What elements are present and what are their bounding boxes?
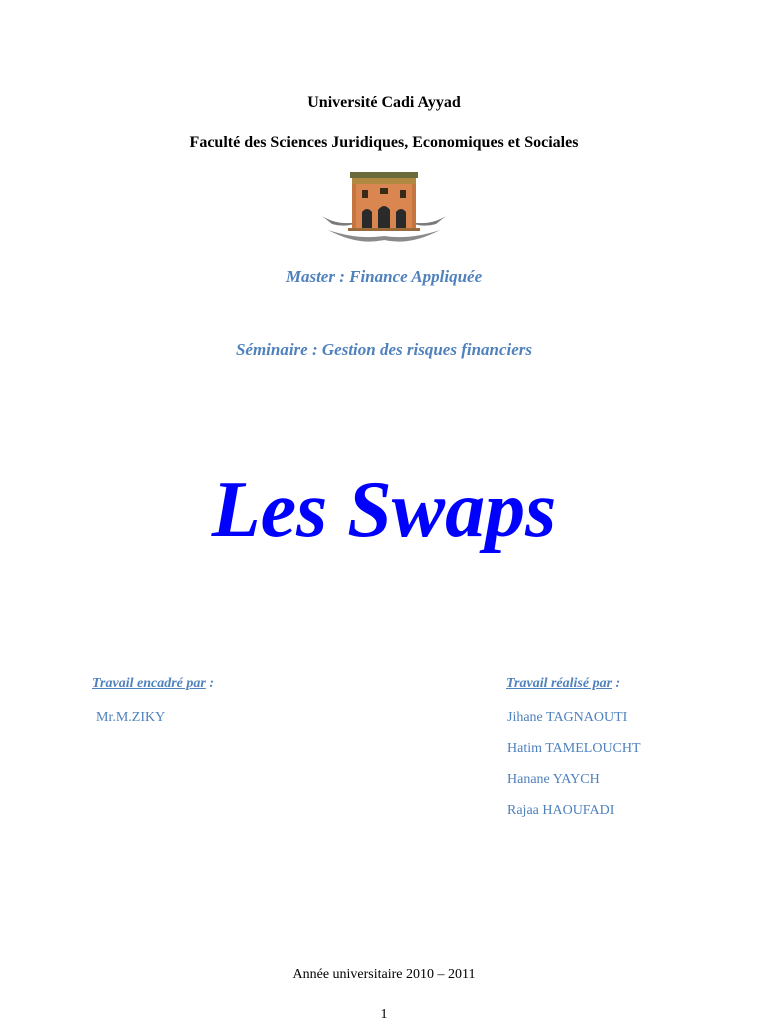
university-logo	[318, 166, 450, 250]
document-title: Les Swaps	[211, 466, 557, 554]
supervisor-label-colon: :	[205, 676, 214, 691]
authors-label-colon: :	[612, 676, 621, 691]
university-name: Université Cadi Ayyad	[307, 94, 461, 111]
authors-label	[506, 676, 620, 692]
author-name: Hatim TAMELOUCHT	[507, 741, 641, 756]
author-name: Hanane YAYCH	[507, 772, 600, 787]
master-program: Master : Finance Appliquée	[285, 267, 483, 286]
author-name: Jihane TAGNAOUTI	[507, 710, 628, 725]
supervisor-name: Mr.M.ZIKY	[96, 710, 166, 725]
faculty-name: Faculté des Sciences Juridiques, Economiques et Sociales	[189, 134, 579, 151]
page-number: 1	[380, 1007, 388, 1022]
academic-year: Année universitaire 2010 – 2011	[292, 967, 476, 982]
authors-label-text: Travail réalisé par	[506, 676, 613, 691]
seminar-title: Séminaire : Gestion des risques financiers	[235, 340, 533, 359]
supervisor-label-text: Travail encadré par	[92, 676, 206, 691]
author-name: Rajaa HAOUFADI	[507, 803, 615, 818]
authors-list	[507, 710, 641, 834]
supervisor-label	[92, 676, 214, 692]
